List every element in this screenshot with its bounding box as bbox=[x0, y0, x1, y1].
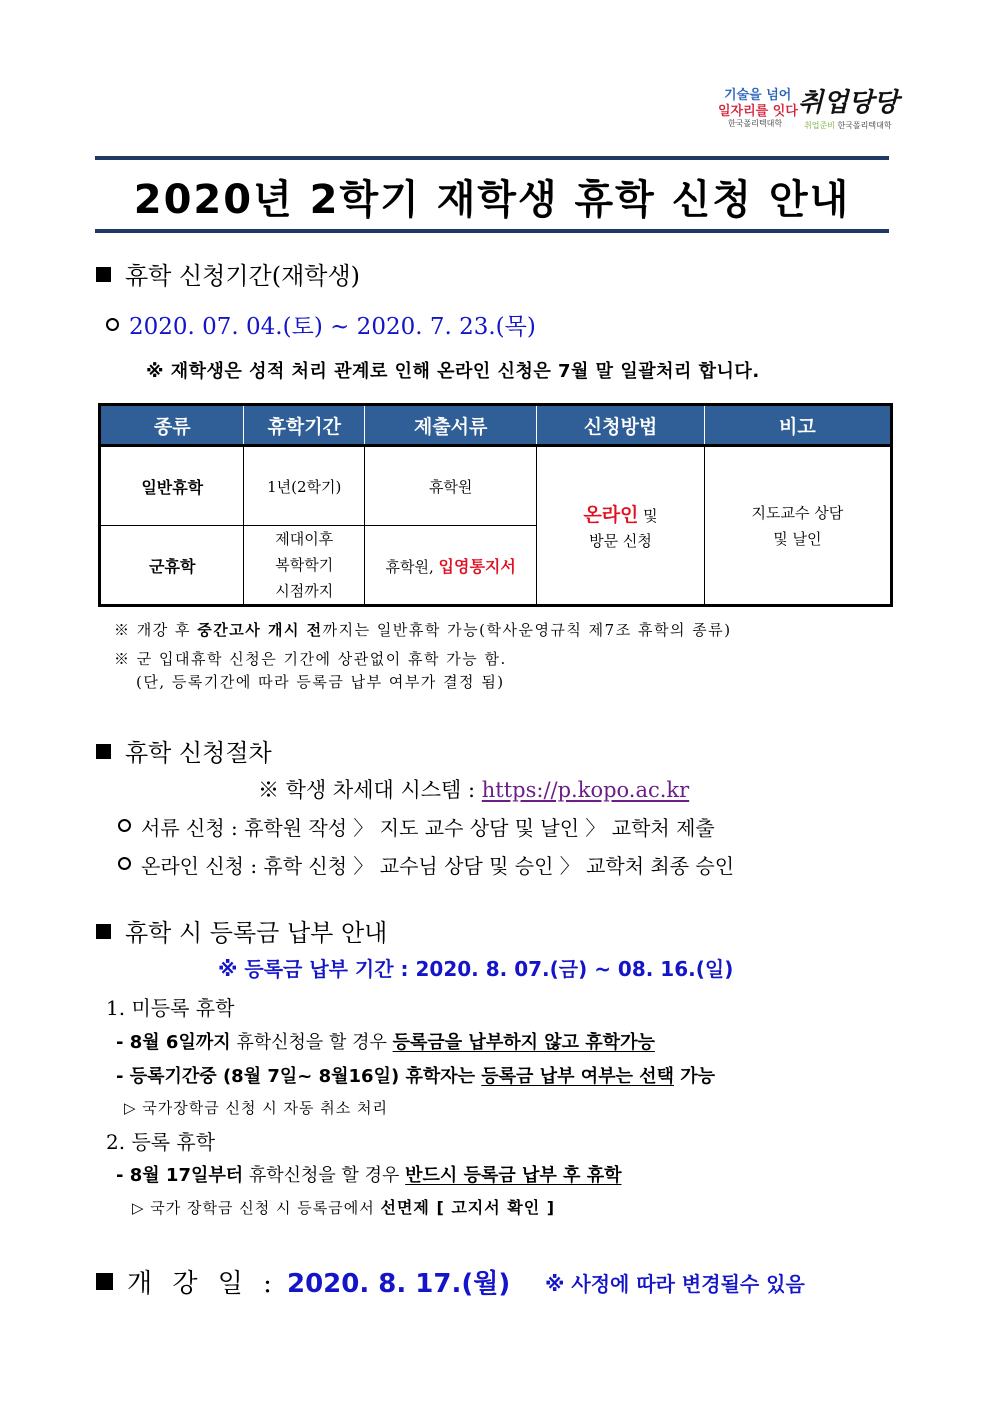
polytech-slogan-logo: 기술을 넘어 일자리를 잇다 한국폴리텍대학 bbox=[718, 88, 798, 128]
employment-brand-logo: 취업당당 취업준비 한국폴리텍대학 bbox=[798, 88, 899, 130]
system-link[interactable]: https://p.kopo.ac.kr bbox=[481, 778, 690, 802]
square-bullet-icon bbox=[96, 267, 111, 282]
opening-note: ※ 사정에 따라 변경될수 있음 bbox=[545, 1272, 805, 1296]
unregistered-leave-line-2: - 등록기간중 (8월 7일~ 8월16일) 휴학자는 등록금 납부 여부는 선택 가능 bbox=[116, 1066, 716, 1087]
section-tuition-heading: 휴학 시 등록금 납부 안내 bbox=[96, 913, 387, 948]
table-header-cell: 종류 bbox=[100, 405, 244, 446]
method-cell: 온라인 및 방문 신청 bbox=[537, 446, 704, 606]
table-note-1: ※ 개강 후 중간고사 개시 전까지는 일반휴학 가능(학사운영규칙 제7조 휴학의 종류) bbox=[114, 621, 732, 639]
unregistered-leave-title: 1. 미등록 휴학 bbox=[106, 996, 235, 1020]
period-cell: 제대이후 복학학기 시점까지 bbox=[244, 526, 365, 606]
procedure-step-1: 서류 신청 : 휴학원 작성 〉 지도 교수 상담 및 날인 〉 교학처 제출 bbox=[118, 812, 715, 841]
title-bottom-rule bbox=[95, 229, 889, 233]
period-note: ※ 재학생은 성적 처리 관계로 인해 온라인 신청은 7월 말 일괄처리 합니다. bbox=[146, 361, 760, 382]
section-procedure-heading: 휴학 신청절차 bbox=[96, 733, 272, 768]
unregistered-leave-note: ▷ 국가장학금 신청 시 자동 취소 처리 bbox=[124, 1099, 389, 1117]
circle-bullet-icon bbox=[118, 857, 131, 870]
table-row bbox=[100, 446, 892, 526]
section-period-heading: 휴학 신청기간(재학생) bbox=[96, 256, 360, 291]
remark-cell: 지도교수 상담 및 날인 bbox=[704, 446, 891, 606]
square-bullet-icon bbox=[96, 1273, 113, 1290]
docs-cell: 휴학원 bbox=[365, 446, 537, 526]
circle-bullet-icon bbox=[106, 318, 119, 331]
table-header-cell: 휴학기간 bbox=[244, 405, 365, 446]
registered-leave-title: 2. 등록 휴학 bbox=[106, 1130, 216, 1154]
procedure-step-2: 온라인 신청 : 휴학 신청 〉 교수님 상담 및 승인 〉 교학처 최종 승인 bbox=[118, 850, 734, 879]
circle-bullet-icon bbox=[118, 819, 131, 832]
tuition-period: ※ 등록금 납부 기간 : 2020. 8. 07.(금) ~ 08. 16.(일) bbox=[218, 957, 734, 981]
registered-leave-line-1: - 8월 17일부터 휴학신청을 할 경우 반드시 등록금 납부 후 휴학 bbox=[116, 1165, 622, 1186]
unregistered-leave-line-1: - 8월 6일까지 휴학신청을 할 경우 등록금을 납부하지 않고 휴학가능 bbox=[116, 1032, 655, 1053]
opening-date: 2020. 8. 17.(월) bbox=[287, 1269, 511, 1299]
docs-cell: 휴학원, 입영통지서 bbox=[365, 526, 537, 606]
square-bullet-icon bbox=[96, 744, 111, 759]
period-dates: 2020. 07. 04.(토) ~ 2020. 7. 23.(목) bbox=[106, 308, 536, 341]
period-cell: 1년(2학기) bbox=[244, 446, 365, 526]
system-line: ※ 학생 차세대 시스템 : https://p.kopo.ac.kr bbox=[258, 778, 690, 802]
type-cell: 일반휴학 bbox=[100, 446, 244, 526]
table-note-2: ※ 군 입대휴학 신청은 기간에 상관없이 휴학 가능 함. bbox=[114, 650, 507, 668]
registered-leave-note: ▷ 국가 장학금 신청 시 등록금에서 선면제 [ 고지서 확인 ] bbox=[132, 1198, 556, 1217]
table-header-cell: 제출서류 bbox=[365, 405, 537, 446]
page-title: 2020년 2학기 재학생 휴학 신청 안내 bbox=[133, 177, 851, 223]
leave-types-table bbox=[98, 403, 893, 607]
table-note-3: (단, 등록기간에 따라 등록금 납부 여부가 결정 됨) bbox=[136, 673, 505, 691]
square-bullet-icon bbox=[96, 924, 111, 939]
opening-day-line: 개 강 일 : 2020. 8. 17.(월) bbox=[96, 1263, 510, 1300]
title-top-rule bbox=[95, 156, 889, 160]
type-cell: 군휴학 bbox=[100, 526, 244, 606]
table-header-cell: 신청방법 bbox=[537, 405, 704, 446]
table-header-row bbox=[100, 405, 892, 446]
table-header-cell: 비고 bbox=[704, 405, 891, 446]
